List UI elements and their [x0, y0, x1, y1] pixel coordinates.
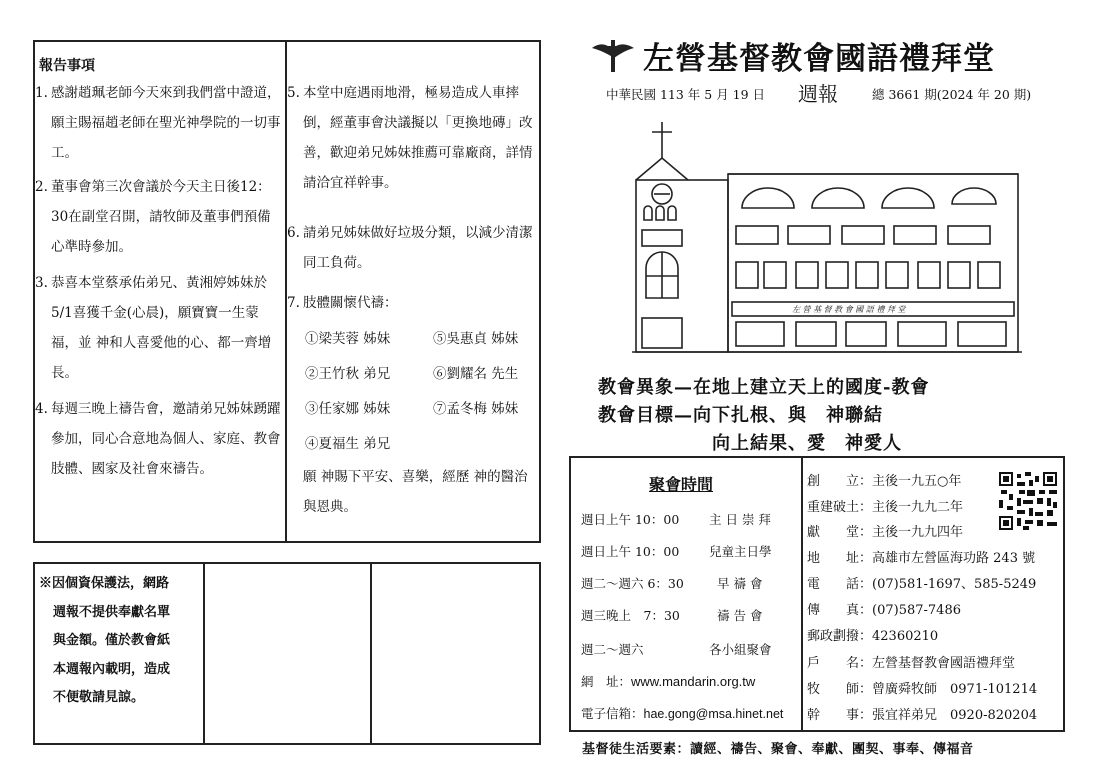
- notice-item-5: 5. 本堂中庭遇雨地滑，極易造成人車摔倒，經董事會決議擬以「更換地磚」改善，歡迎弟兄姊妹推薦可靠廠商，詳情請洽宜祥幹事。: [287, 85, 533, 191]
- prayer-name: ③任家娜 姊妹: [305, 401, 391, 417]
- schedule-row: 週二～週六 6：30 早 禱 會: [581, 576, 763, 591]
- church-vision: 教會異象—在地上建立天上的國度-教會: [598, 377, 930, 398]
- church-goal-line-1: 教會目標—向下扎根、與 神聯結: [598, 405, 883, 426]
- offering-column-divider: [370, 564, 372, 743]
- notices-title: 報告事項: [39, 58, 95, 74]
- notice-item-1: 1. 感謝趙珮老師今天來到我們當中證道，願主賜福趙老師在聖光神學院的一切事工。: [35, 85, 281, 161]
- schedule-row: 週三晚上 7：30 禱 告 會: [581, 608, 763, 623]
- schedule-title: 聚會時間: [649, 475, 714, 494]
- info-row-postal-account: 郵政劃撥：42360210: [807, 629, 939, 644]
- prayer-name: ②王竹秋 弟兄: [305, 366, 391, 382]
- offering-column-divider: [203, 564, 205, 743]
- prayer-name: ①梁芙蓉 姊妹: [305, 331, 391, 347]
- notice-item-6: 6. 請弟兄姊妹做好垃圾分類，以減少清潔同工負荷。: [287, 225, 533, 271]
- footer-life-essentials: 基督徒生活要素：讀經、禱告、聚會、奉獻、團契、事奉、傳福音: [582, 742, 974, 757]
- schedule-row: 週日上午 10：00 主 日 崇 拜: [581, 512, 771, 527]
- info-row-address: 地 址：高雄市左營區海功路 243 號: [807, 551, 1036, 566]
- notice-item-3: 3. 恭喜本堂蔡承佑弟兄、黃湘婷姊妹於5/1喜獲千金(心晨)，願寶寶一生蒙福，並 神和人喜愛他的心、都一齊增長。: [35, 275, 272, 381]
- schedule-row: 週日上午 10：00 兒童主日學: [581, 544, 772, 559]
- website-row: 網 址：www.mandarin.org.tw: [581, 674, 756, 689]
- building-sign-text: 左 營 基 督 教 會 國 語 禮 拜 堂: [792, 305, 906, 314]
- info-row-rebuild: 重建破土：主後一九九二年: [807, 500, 964, 515]
- notice-item-7: 7. 肢體關懷代禱：: [287, 295, 398, 311]
- info-row-secretary: 幹 事：張宜祥弟兄 0920-820204: [807, 708, 1038, 723]
- prayer-name: ④夏福生 弟兄: [305, 436, 391, 452]
- church-building-illustration: [632, 118, 1022, 358]
- info-row-pastor: 牧 師：曾廣舜牧師 0971-101214: [807, 682, 1038, 697]
- church-logo-icon: [590, 38, 636, 74]
- privacy-box: [33, 562, 541, 745]
- schedule-row: 週二～週六 各小組聚會: [581, 642, 772, 657]
- prayer-name: ⑥劉耀名 先生: [433, 366, 519, 382]
- notice-item-4: 4. 每週三晚上禱告會，邀請弟兄姊妹踴躍參加，同心合意地為個人、家庭、教會肢體、國家及社會來禱告。: [35, 401, 281, 477]
- schedule-section: [571, 458, 803, 730]
- info-row-fax: 傳 真：(07)587-7486: [807, 603, 961, 618]
- church-goal-line-2: 向上結果、愛 神愛人: [712, 433, 902, 454]
- notice-item-2: 2. 董事會第三次會議於今天主日後12：30在副堂召開，請牧師及董事們預備心準時參加。: [35, 179, 271, 255]
- notices-box: [33, 40, 541, 543]
- email-row: 電子信箱：hae.gong@msa.hinet.net: [581, 706, 784, 721]
- info-row-account-name: 戶 名：左營基督教會國語禮拜堂: [807, 656, 1016, 671]
- notices-right-column: [287, 42, 539, 541]
- blessing-text: 願 神賜下平安、喜樂，經歷 神的醫治與恩典。: [303, 469, 528, 515]
- church-info-section: [803, 458, 1063, 730]
- website-link[interactable]: www.mandarin.org.tw: [631, 674, 756, 689]
- qr-code-icon[interactable]: [999, 472, 1057, 530]
- prayer-name: ⑤吳惠貞 姊妹: [433, 331, 519, 347]
- bulletin-label: 週報: [798, 82, 838, 106]
- notices-left-column: [35, 42, 287, 541]
- privacy-text: ※因個資保護法，網路 週報不提供奉獻名單 與金額。僅於教會紙 本週報內載明，造成 不便敬請見諒。: [39, 576, 171, 705]
- info-row-phone: 電 話：(07)581-1697、585-5249: [807, 577, 1037, 592]
- info-row-dedication: 獻 堂：主後一九九四年: [807, 525, 964, 540]
- email-link[interactable]: hae.gong@msa.hinet.net: [643, 707, 784, 721]
- schedule-info-box: [569, 456, 1065, 732]
- church-name-title: 左營基督教會國語禮拜堂: [643, 41, 995, 77]
- prayer-name: ⑦孟冬梅 姊妹: [433, 401, 519, 417]
- info-row-founded: 創 立：主後一九五○年: [807, 474, 962, 489]
- bulletin-date: 中華民國 113 年 5 月 19 日: [606, 87, 766, 102]
- bulletin-issue: 總 3661 期(2024 年 20 期): [872, 87, 1032, 102]
